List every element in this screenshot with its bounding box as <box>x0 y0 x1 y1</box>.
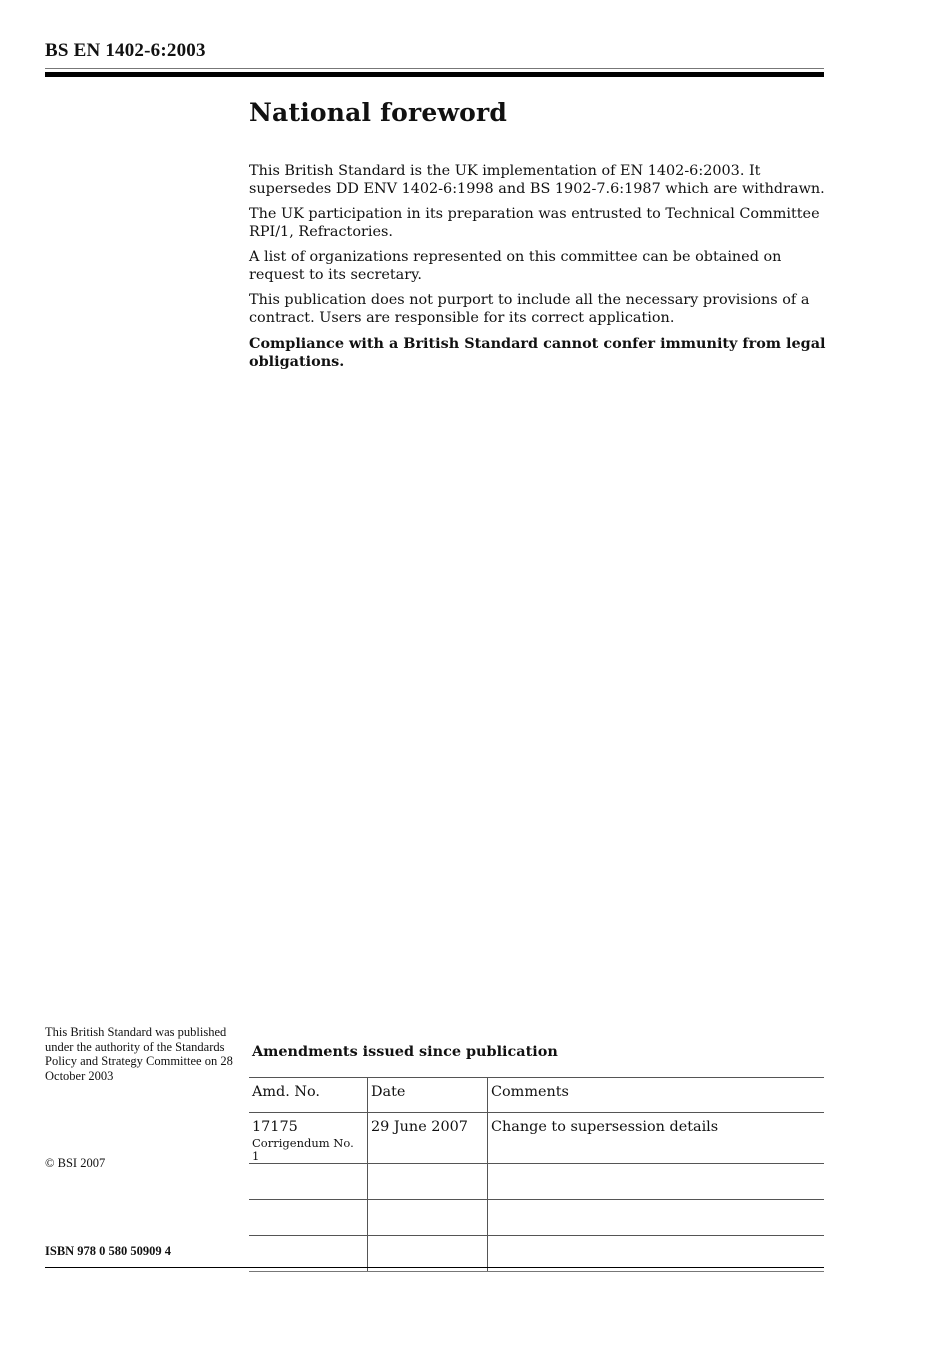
empty-cell <box>249 1200 368 1236</box>
column-header-comments: Comments <box>488 1078 825 1113</box>
empty-cell <box>249 1164 368 1200</box>
table-row <box>249 1113 824 1164</box>
foreword-paragraph: A list of organizations represented on this committee can be obtained on request to its secretary. <box>249 249 782 283</box>
foreword-paragraph: This British Standard is the UK implementation of EN 1402-6:2003. It supersedes DD ENV 1402-6:1998 and BS 1902-7.6:1987 which are withdrawn. <box>249 163 825 197</box>
empty-cell <box>368 1164 488 1200</box>
comments-cell: Change to supersession details <box>488 1113 825 1164</box>
header-rule-thin <box>45 68 824 69</box>
footer-rule-second <box>249 1271 824 1272</box>
amendments-table <box>249 1077 824 1272</box>
table-row <box>249 1164 824 1200</box>
isbn: ISBN 978 0 580 50909 4 <box>45 1244 172 1258</box>
standard-id: BS EN 1402-6:2003 <box>45 40 206 61</box>
compliance-statement: Compliance with a British Standard cannot confer immunity from legal obligations. <box>249 335 826 370</box>
amendments-heading: Amendments issued since publication <box>252 1043 558 1060</box>
amd-number: 17175 <box>252 1119 298 1135</box>
table-header-row <box>249 1078 824 1113</box>
empty-cell <box>368 1200 488 1236</box>
amd-subtitle: Corrigendum No. 1 <box>252 1136 354 1163</box>
foreword-body <box>249 163 834 378</box>
copyright-notice: © BSI 2007 <box>45 1156 106 1170</box>
column-header-date: Date <box>368 1078 488 1113</box>
footer-rule <box>45 1267 824 1268</box>
foreword-paragraph: The UK participation in its preparation was entrusted to Technical Committee RPI/1, Refractories. <box>249 206 820 240</box>
amd-no-cell <box>249 1113 368 1164</box>
page-title: National foreword <box>249 98 508 127</box>
date-cell: 29 June 2007 <box>368 1113 488 1164</box>
empty-cell <box>488 1200 825 1236</box>
foreword-paragraph: This publication does not purport to include all the necessary provisions of a contract. Users are responsible for its correct application. <box>249 292 810 326</box>
header-rule-thick <box>45 72 824 77</box>
table-row <box>249 1200 824 1236</box>
column-header-amd-no: Amd. No. <box>249 1078 368 1113</box>
empty-cell <box>488 1164 825 1200</box>
publication-note: This British Standard was published under the authority of the Standards Policy and Strategy Committee on 28 October 2003 <box>45 1025 233 1083</box>
